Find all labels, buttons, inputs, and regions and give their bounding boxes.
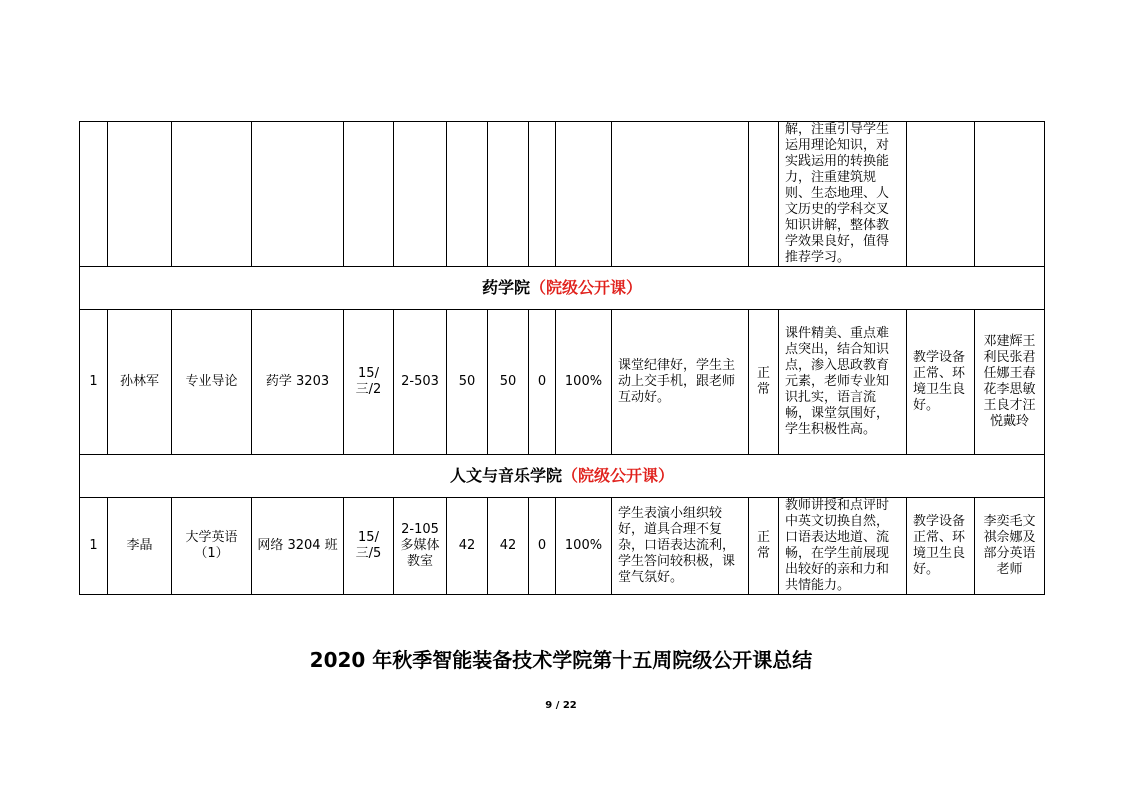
status-cell — [749, 498, 779, 595]
actual-attend: 50 — [488, 310, 529, 455]
cell-empty — [252, 122, 344, 267]
section-header — [80, 267, 1045, 310]
table-row — [80, 498, 1045, 595]
discipline-note: 学生表演小组织较好，道具合理不复杂，口语表达流利，学生答问较积极，课堂气氛好。 — [612, 498, 749, 595]
cell-empty — [488, 122, 529, 267]
equipment-note: 教学设备正常、环境卫生良好。 — [907, 310, 975, 455]
listeners: 邓建辉王利民张君任娜王春花李思敏王良才汪悦戴玲 — [975, 310, 1045, 455]
actual-attend: 42 — [488, 498, 529, 595]
feedback-cell: 教师讲授和点评时中英文切换自然，口语表达地道、流畅，在学生前展现出较好的亲和力和共情能力。 — [779, 498, 907, 595]
listeners: 李奕毛文祺佘娜及部分英语老师 — [975, 498, 1045, 595]
should-attend: 42 — [447, 498, 488, 595]
cell-empty — [907, 122, 975, 267]
section-title — [80, 455, 1045, 498]
classroom: 2-503 — [394, 310, 447, 455]
attendance-rate: 100% — [556, 498, 612, 595]
absent-count: 0 — [529, 498, 556, 595]
teacher-name: 李晶 — [108, 498, 172, 595]
cell-empty — [344, 122, 394, 267]
course-name: 专业导论 — [172, 310, 252, 455]
feedback-cell: 解，注重引导学生运用理论知识，对实践运用的转换能力，注重建筑规则、生态地理、人文历史的学科交叉知识讲解，整体教学效果良好，值得推荐学习。 — [779, 122, 907, 267]
cell-empty — [975, 122, 1045, 267]
course-level-tag: （院级公开课） — [562, 466, 675, 485]
discipline-note: 课堂纪律好，学生主动上交手机，跟老师互动好。 — [612, 310, 749, 455]
row-number: 1 — [80, 310, 108, 455]
course-level-tag: （院级公开课） — [530, 278, 643, 297]
college-name: 人文与音乐学院 — [449, 466, 562, 485]
table-row — [80, 310, 1045, 455]
week-period: 15/三/5 — [344, 498, 394, 595]
class-name: 药学 3203 — [252, 310, 344, 455]
equipment-note: 教学设备正常、环境卫生良好。 — [907, 498, 975, 595]
week-period: 15/三/2 — [344, 310, 394, 455]
cell-empty — [749, 122, 779, 267]
section-title — [80, 267, 1045, 310]
cell-empty — [612, 122, 749, 267]
feedback-cell: 课件精美、重点难点突出，结合知识点，渗入思政教育元素，老师专业知识扎实，语言流畅，课堂氛围好，学生积极性高。 — [779, 310, 907, 455]
course-evaluation-table — [79, 121, 1045, 595]
page-title: 2020 年秋季智能装备技术学院第十五周院级公开课总结 — [309, 648, 813, 672]
college-name: 药学院 — [481, 278, 530, 297]
cell-empty — [556, 122, 612, 267]
cell-empty — [447, 122, 488, 267]
attendance-rate: 100% — [556, 310, 612, 455]
cell-empty — [529, 122, 556, 267]
status-cell — [749, 310, 779, 455]
cell-empty — [80, 122, 108, 267]
cell-empty — [172, 122, 252, 267]
should-attend: 50 — [447, 310, 488, 455]
row-number: 1 — [80, 498, 108, 595]
cell-empty — [108, 122, 172, 267]
class-name: 网络 3204 班 — [252, 498, 344, 595]
teacher-name: 孙林军 — [108, 310, 172, 455]
cell-empty — [394, 122, 447, 267]
section-header — [80, 455, 1045, 498]
status-text: 正常 — [756, 530, 770, 561]
status-text: 正常 — [756, 366, 770, 397]
classroom: 2-105 多媒体教室 — [394, 498, 447, 595]
course-name: 大学英语（1） — [172, 498, 252, 595]
page-number: 9 / 22 — [545, 700, 577, 711]
continued-row — [80, 122, 1045, 267]
absent-count: 0 — [529, 310, 556, 455]
